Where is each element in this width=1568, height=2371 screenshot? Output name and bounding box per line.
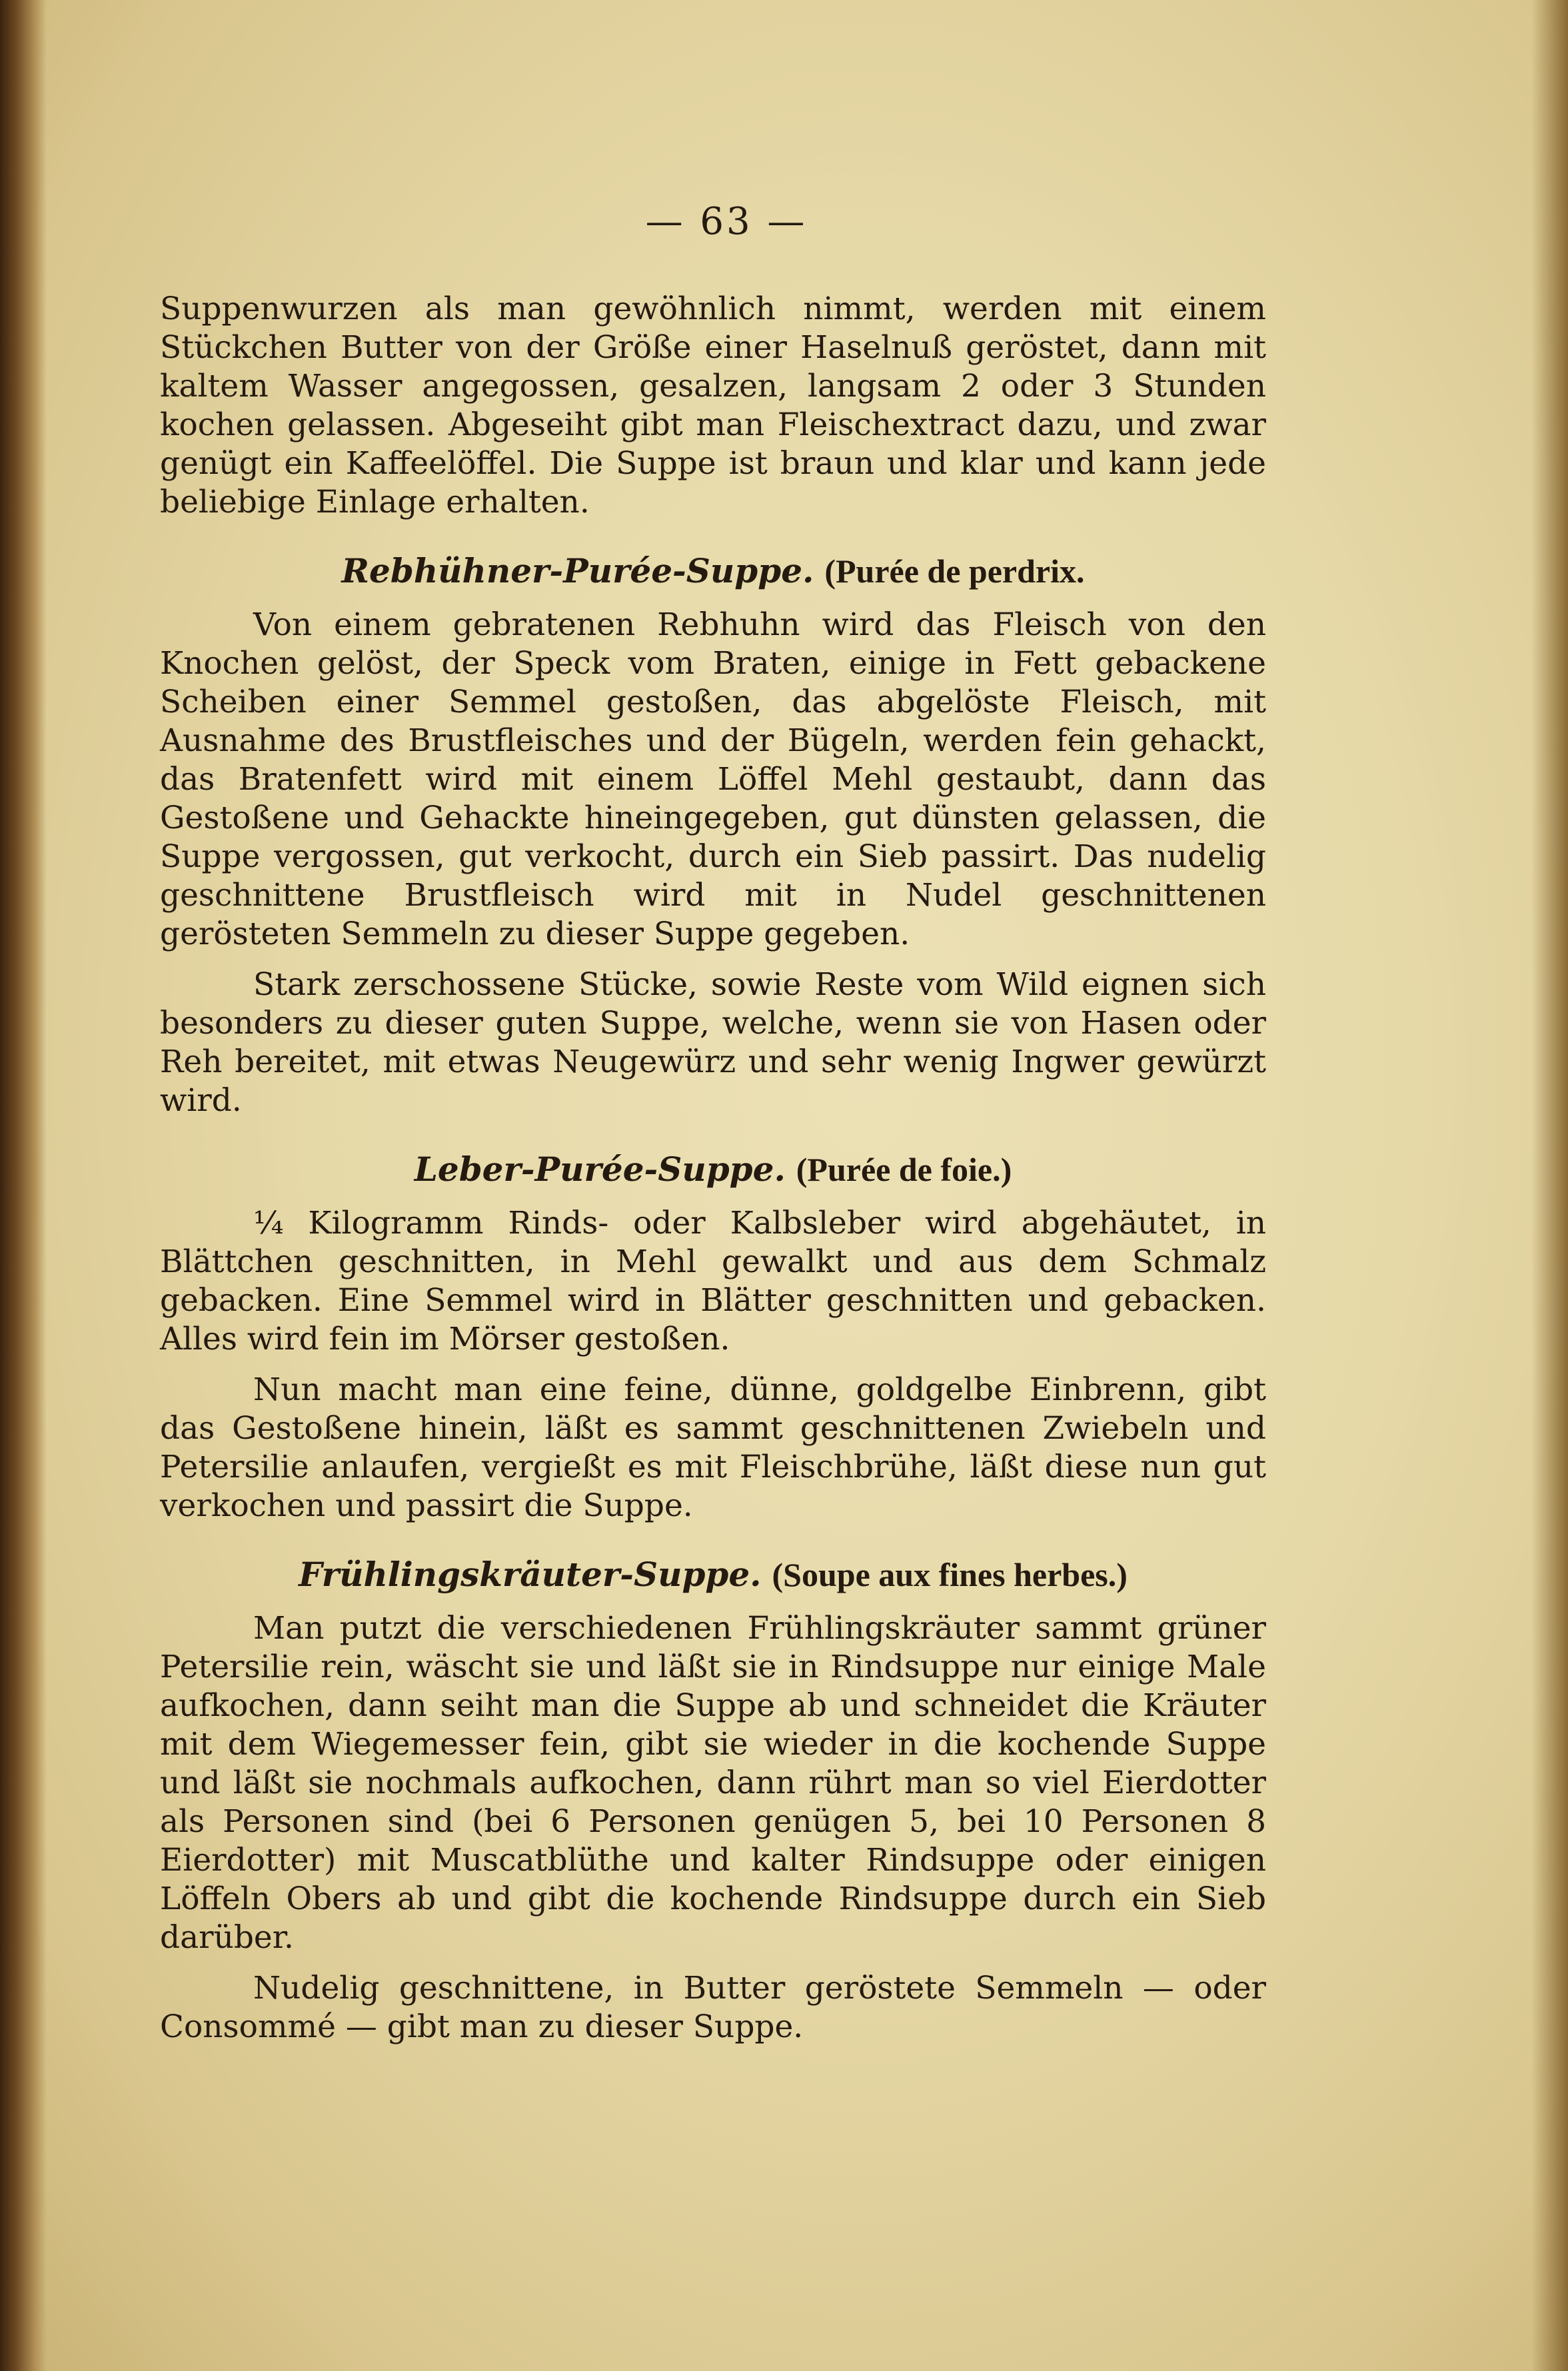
page-number: — 63 — — [645, 200, 808, 243]
page-content — [160, 200, 1266, 2046]
heading-title: Frühlingskräuter-Suppe. — [299, 1555, 762, 1594]
heading-subtitle: (Purée de perdrix. — [824, 552, 1085, 590]
recipe-heading-rebhuehner — [160, 551, 1266, 591]
paragraph: Man putzt die verschiedenen Frühlingskräuter sammt grüner Petersilie rein, wäscht sie und läßt sie in Rindsuppe nur einige Male aufkochen, dann seiht man die Suppe ab und schneidet die Kräuter mit dem Wiegemesser fein, gibt sie wieder in die kochende Suppe und läßt sie nochmals aufkochen, dann rührt man so viel Eierdotter als Personen sind (bei 6 Personen genügen 5, bei 10 Personen 8 Eierdotter) mit Muscatblüthe und kalter Rindsuppe oder einigen Löffeln Obers ab und gibt die kochende Rindsuppe durch ein Sieb darüber. — [160, 1610, 1266, 1956]
heading-subtitle: (Purée de foie.) — [796, 1151, 1012, 1188]
page-edge-shadow — [1531, 0, 1568, 2371]
heading-title: Rebhühner-Purée-Suppe. — [341, 551, 814, 590]
paragraph: Stark zerschossene Stücke, sowie Reste vom Wild eignen sich besonders zu dieser guten Suppe, welche, wenn sie von Hasen oder Reh bereitet, mit etwas Neugewürz und sehr wenig Ingwer gewürzt wird. — [160, 966, 1266, 1119]
heading-title: Leber-Purée-Suppe. — [414, 1150, 786, 1189]
paragraph-continued: Suppenwurzen als man gewöhnlich nimmt, werden mit einem Stückchen Butter von der Größe einer Haselnuß geröstet, dann mit kaltem Wasser angegossen, gesalzen, langsam 2 oder 3 Stunden kochen gelassen. Abgeseiht gibt man Fleischextract dazu, und zwar genügt ein Kaffeelöffel. Die Suppe ist braun und klar und kann jede beliebige Einlage erhalten. — [160, 291, 1266, 520]
book-spine-shadow — [0, 0, 47, 2371]
recipe-heading-fruehlingskraeuter — [160, 1555, 1266, 1595]
paragraph: Nudelig geschnittene, in Butter geröstete Semmeln — oder Consommé — gibt man zu dieser Suppe. — [160, 1970, 1266, 2045]
paragraph: ¼ Kilogramm Rinds- oder Kalbsleber wird abgehäutet, in Blättchen geschnitten, in Mehl gewalkt und aus dem Schmalz gebacken. Eine Semmel wird in Blätter geschnitten und gebacken. Alles wird fein im Mörser gestoßen. — [160, 1205, 1266, 1357]
paragraph: Von einem gebratenen Rebhuhn wird das Fleisch von den Knochen gelöst, der Speck vom Braten, einige in Fett gebackene Scheiben einer Semmel gestoßen, das abgelöste Fleisch, mit Ausnahme des Brustfleisches und der Bügeln, werden fein gehackt, das Bratenfett wird mit einem Löffel Mehl gestaubt, dann das Gestoßene und Gehackte hineingegeben, gut dünsten gelassen, die Suppe vergossen, gut verkocht, durch ein Sieb passirt. Das nudelig geschnittene Brustfleisch wird mit in Nudel geschnittenen gerösteten Semmeln zu dieser Suppe gegeben. — [160, 606, 1266, 952]
heading-subtitle: (Soupe aux fines herbes.) — [772, 1556, 1128, 1593]
paragraph: Nun macht man eine feine, dünne, goldgelbe Einbrenn, gibt das Gestoßene hinein, läßt es sammt geschnittenen Zwiebeln und Petersilie anlaufen, vergießt es mit Fleischbrühe, läßt diese nun gut verkochen und passirt die Suppe. — [160, 1371, 1266, 1524]
recipe-heading-leber — [160, 1150, 1266, 1189]
